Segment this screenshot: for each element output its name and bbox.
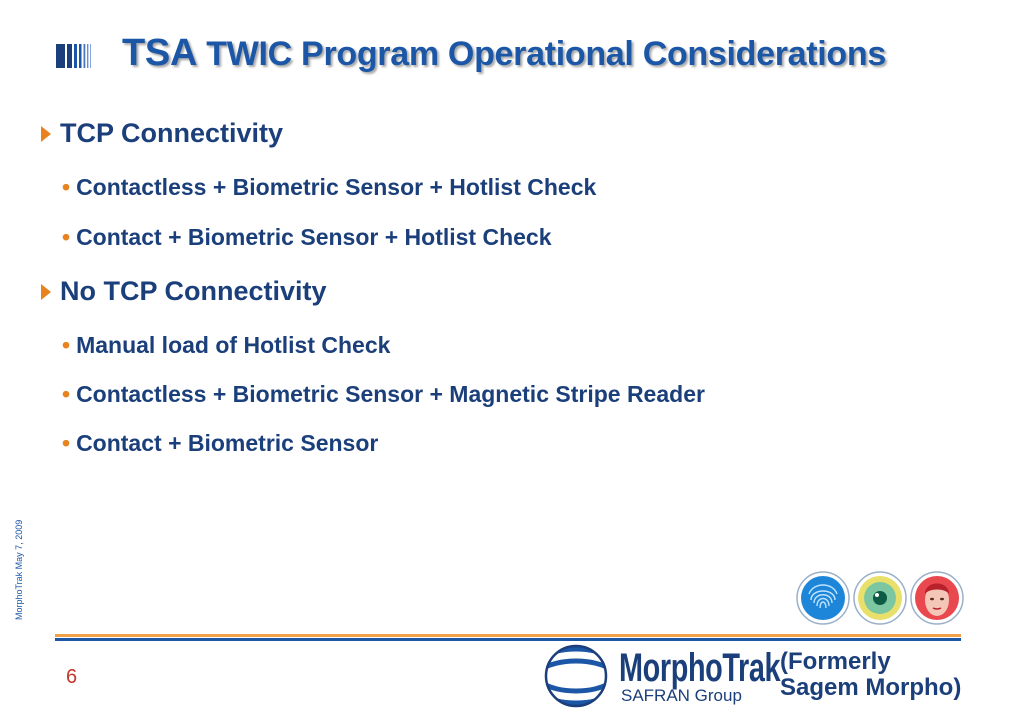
- bullet-item: [62, 224, 552, 251]
- section-heading-no-tcp: [40, 276, 327, 307]
- bullet-dot: •: [62, 174, 71, 200]
- title-bars-icon: [56, 44, 98, 68]
- bullet-item-label: Manual load of Hotlist Check: [76, 332, 391, 358]
- slide-title-first: TSA: [122, 32, 198, 74]
- slide-title-rest: TWIC Program Operational Considerations: [197, 35, 886, 73]
- formerly-line-1: (Formerly: [780, 648, 891, 675]
- bullet-item: [62, 332, 390, 359]
- bullet-item-label: Contactless + Biometric Sensor + Hotlist Check: [76, 174, 597, 200]
- footer-rule-orange: [55, 634, 961, 637]
- morphotrak-logo-icon: [540, 644, 612, 708]
- bullet-item: [62, 430, 378, 457]
- page-number: 6: [66, 666, 78, 688]
- bullet-item-label: Contact + Biometric Sensor: [76, 430, 379, 456]
- bullet-item: [62, 381, 705, 408]
- fingerprint-icon: [797, 572, 849, 624]
- formerly-note: [780, 649, 961, 701]
- section-heading-label: No TCP Connectivity: [60, 276, 327, 306]
- biometric-icons: [795, 570, 965, 626]
- bullet-item: [62, 174, 596, 201]
- triangle-bullet-icon: [40, 125, 52, 143]
- face-icon: [911, 572, 963, 624]
- logo-subtitle: SAFRAN Group: [621, 686, 742, 705]
- footer-rule-blue: [55, 638, 961, 641]
- formerly-line-2: Sagem Morpho): [780, 674, 962, 701]
- bullet-dot: •: [62, 381, 71, 407]
- section-heading-label: TCP Connectivity: [60, 118, 284, 148]
- bullet-dot: •: [62, 224, 71, 250]
- bullet-item-label: Contactless + Biometric Sensor + Magnetic Stripe Reader: [76, 381, 705, 407]
- triangle-bullet-icon: [40, 283, 52, 301]
- logo-name: MorphoTrak: [619, 646, 781, 690]
- side-date-text: MorphoTrak May 7, 2009: [14, 519, 24, 620]
- section-heading-tcp: [40, 118, 283, 149]
- slide-title: [122, 32, 886, 75]
- iris-icon: [854, 572, 906, 624]
- bullet-dot: •: [62, 430, 71, 456]
- bullet-dot: •: [62, 332, 71, 358]
- bullet-item-label: Contact + Biometric Sensor + Hotlist Check: [76, 224, 552, 250]
